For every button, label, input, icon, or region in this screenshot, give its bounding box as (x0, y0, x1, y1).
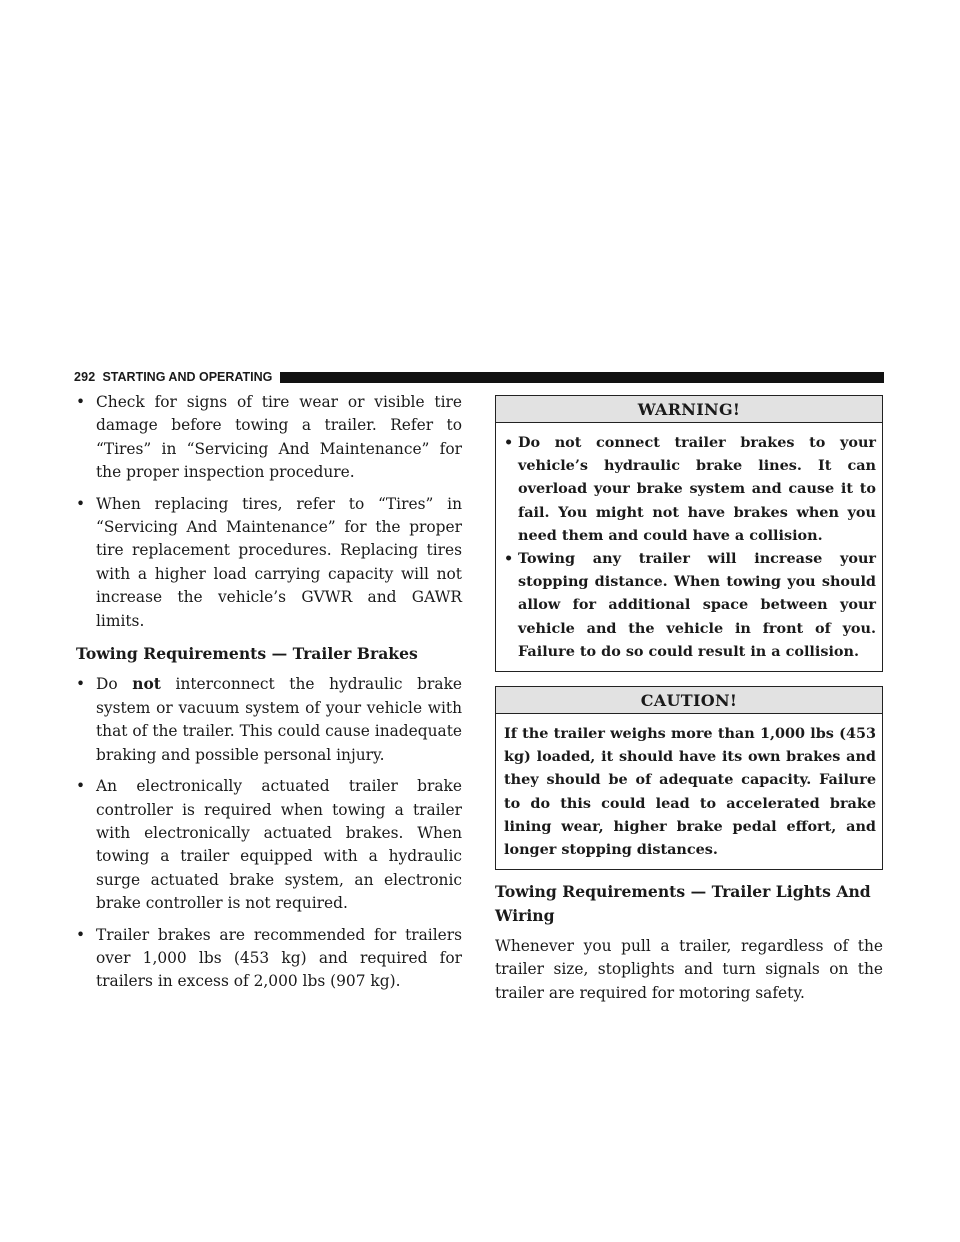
list-item (76, 391, 462, 485)
list-item-text-pre: Do (96, 675, 133, 694)
header-rule (280, 372, 884, 383)
bullet-icon: • (504, 434, 514, 451)
list-item-text: An electronically actuated trailer brake controller is required when towing a trailer with electronically actuated brakes. When towing a trailer equipped with a hydraulic surge actuated brake system, an electronic brake controller is not required. (96, 777, 462, 913)
warning-item (504, 547, 876, 663)
bullet-icon: • (504, 550, 514, 568)
list-item-text-post: interconnect the hydraulic brake system or vacuum system of your vehicle with that of the trailer. This could cause inadequate braking and possible personal injury. (96, 675, 463, 764)
page-header (74, 370, 884, 384)
list-item-emphasis: not (132, 675, 161, 694)
list-item (76, 493, 462, 633)
caution-box (495, 686, 883, 870)
bullet-icon: • (76, 777, 86, 796)
list-item-text: When replacing tires, refer to “Tires” in “Servicing And Maintenance” for the proper tire replacement procedures. Replacing tires with a higher load carrying capacity will not increase the vehicle’s GVWR and GAWR limits. (96, 494, 462, 630)
section-heading-lights-wiring: Towing Requirements — Trailer Lights And Wiring (495, 882, 871, 925)
warning-item (504, 431, 876, 547)
right-column (495, 395, 883, 1005)
caution-title: CAUTION! (496, 687, 882, 714)
page-number: 292 (74, 370, 96, 384)
bullet-icon: • (76, 925, 86, 944)
list-item (76, 924, 462, 994)
list-item-text: Trailer brakes are recommended for trailers over 1,000 lbs (453 kg) and required for trailers in excess of 2,000 lbs (907 kg). (96, 925, 462, 991)
warning-item-text: Do not connect trailer brakes to your vehicle’s hydraulic brake lines. It can overload your brake system and cause it to fail. You might not have brakes when you need them and could have a collision. (518, 434, 876, 544)
left-column (76, 391, 462, 1002)
bullet-icon: • (76, 494, 86, 513)
list-item (76, 673, 462, 767)
list-item-text: Check for signs of tire wear or visible tire damage before towing a trailer. Refer to “Tires” in “Servicing And Maintenance” for the proper inspection procedure. (96, 393, 462, 482)
caution-text: If the trailer weighs more than 1,000 lbs (453 kg) loaded, it should have its own brakes and they should be of adequate capacity. Failure to do this could lead to accelerated brake lining wear, higher brake pedal effort, and longer stopping distances. (504, 725, 876, 859)
section-heading-trailer-brakes: Towing Requirements — Trailer Brakes (76, 644, 418, 664)
warning-box (495, 395, 883, 672)
section-title: STARTING AND OPERATING (102, 370, 273, 384)
lights-wiring-paragraph: Whenever you pull a trailer, regardless of the trailer size, stoplights and turn signals on the trailer are required for motoring safety. (495, 937, 883, 1002)
caution-body (496, 714, 882, 869)
warning-item-text: Towing any trailer will increase your stopping distance. When towing you should allow for additional space between your vehicle and the vehicle in front of you. Failure to do so could result in a collision. (518, 550, 876, 660)
warning-body (496, 423, 882, 671)
bullet-icon: • (76, 393, 86, 411)
list-item (76, 775, 462, 915)
warning-title: WARNING! (496, 396, 882, 423)
bullet-icon: • (76, 675, 86, 694)
